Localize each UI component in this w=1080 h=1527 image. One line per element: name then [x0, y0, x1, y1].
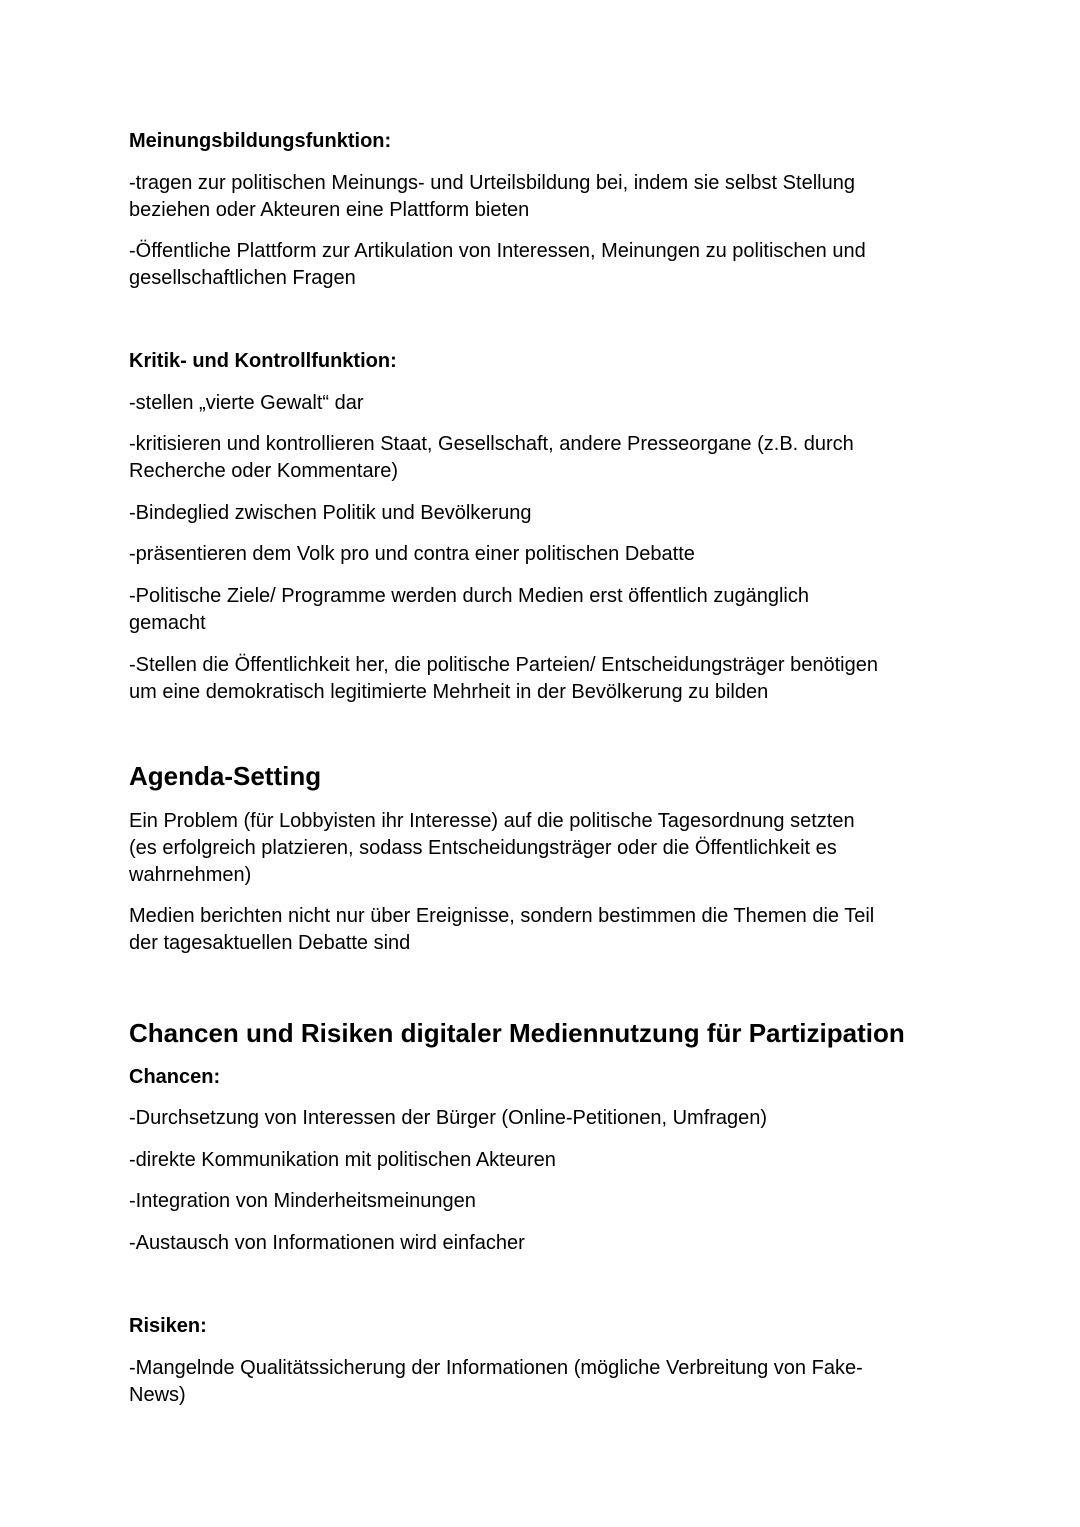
text-line: -Öffentliche Plattform zur Artikulation von Interessen, Meinungen zu politischen und [129, 240, 866, 262]
text-line: -stellen „vierte Gewalt“ dar [129, 392, 364, 414]
text-line: -Bindeglied zwischen Politik und Bevölkerung [129, 502, 532, 524]
list-item: -Austausch von Informationen wird einfacher [129, 1232, 525, 1254]
text-line: -Stellen die Öffentlichkeit her, die politische Parteien/ Entscheidungsträger benötigen [129, 654, 878, 676]
text-line: Ein Problem (für Lobbyisten ihr Interesse) auf die politische Tagesordnung setzten [129, 810, 855, 832]
text-line: um eine demokratisch legitimierte Mehrheit in der Bevölkerung zu bilden [129, 681, 769, 703]
section-heading-kritik: Kritik- und Kontrollfunktion: [129, 350, 397, 372]
subheading-risiken: Risiken: [129, 1315, 207, 1337]
text-line: -tragen zur politischen Meinungs- und Urteilsbildung bei, indem sie selbst Stellung [129, 172, 855, 194]
list-item: -Integration von Minderheitsmeinungen [129, 1190, 476, 1212]
text-line: gemacht [129, 612, 206, 634]
text-line: wahrnehmen) [129, 864, 252, 886]
section-heading-meinungsbildung: Meinungsbildungsfunktion: [129, 130, 392, 152]
text-line: -kritisieren und kontrollieren Staat, Gesellschaft, andere Presseorgane (z.B. durch [129, 433, 854, 455]
subheading-chancen: Chancen: [129, 1066, 221, 1088]
list-item: -direkte Kommunikation mit politischen Akteuren [129, 1149, 556, 1171]
list-item: -Durchsetzung von Interessen der Bürger (Online-Petitionen, Umfragen) [129, 1107, 768, 1129]
text-line: Recherche oder Kommentare) [129, 460, 399, 482]
text-line: Medien berichten nicht nur über Ereignisse, sondern bestimmen die Themen die Teil [129, 905, 875, 927]
text-line: beziehen oder Akteuren eine Plattform bieten [129, 199, 530, 221]
text-line: -präsentieren dem Volk pro und contra einer politischen Debatte [129, 543, 695, 565]
text-line: gesellschaftlichen Fragen [129, 267, 356, 289]
text-line: (es erfolgreich platzieren, sodass Entscheidungsträger oder die Öffentlichkeit es [129, 837, 837, 859]
text-line: -Politische Ziele/ Programme werden durch Medien erst öffentlich zugänglich [129, 585, 809, 607]
section-heading-agenda-setting: Agenda-Setting [129, 761, 322, 791]
text-line: -Mangelnde Qualitätssicherung der Informationen (mögliche Verbreitung von Fake- [129, 1357, 863, 1379]
section-heading-chancen-risiken: Chancen und Risiken digitaler Mediennutzung für Partizipation [129, 1018, 905, 1048]
text-line: News) [129, 1384, 186, 1406]
text-line: der tagesaktuellen Debatte sind [129, 932, 411, 954]
